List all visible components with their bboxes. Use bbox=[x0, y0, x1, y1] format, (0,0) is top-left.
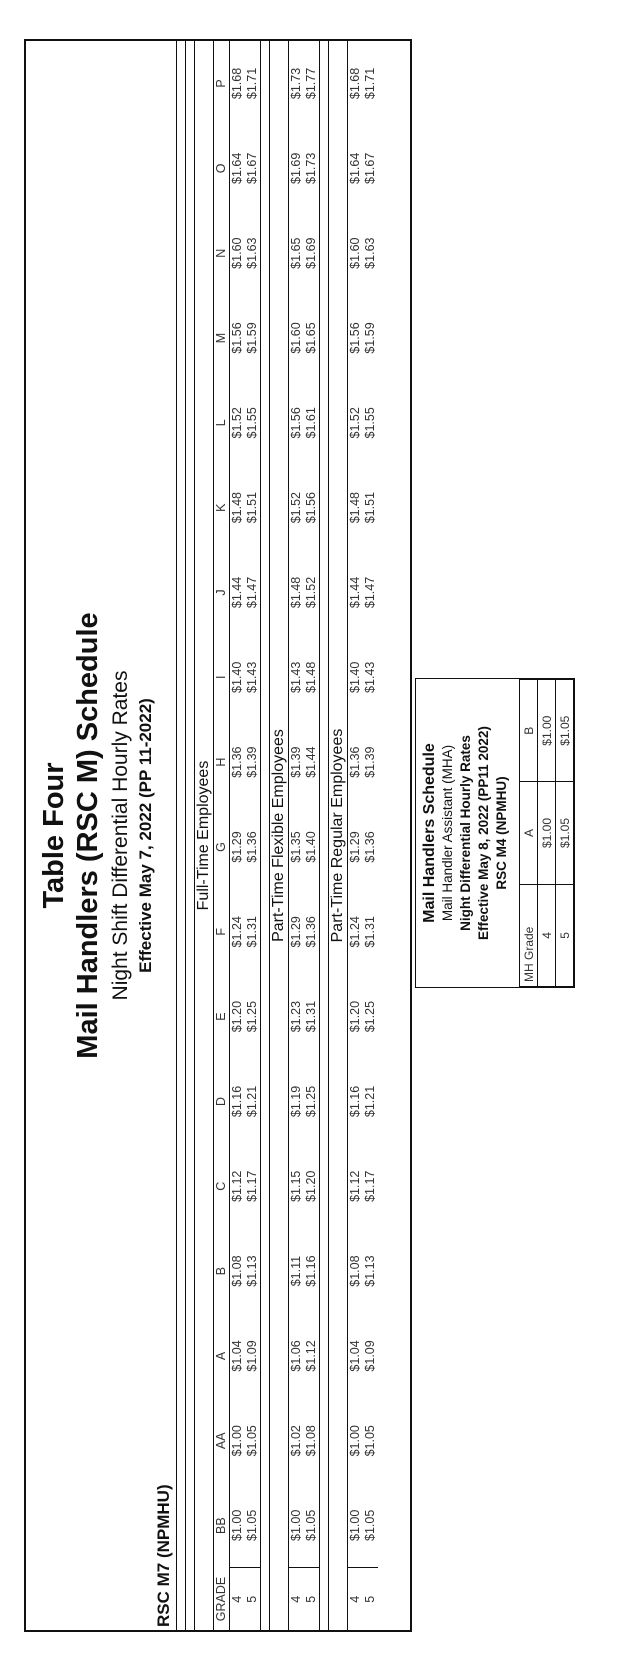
mha-table-row bbox=[556, 680, 574, 987]
mha-table-row bbox=[538, 680, 556, 987]
mha-grade-cell: 5 bbox=[556, 884, 574, 986]
rate-cell: $1.60 bbox=[230, 237, 244, 269]
rate-cell: $1.65 bbox=[289, 237, 303, 269]
table-row bbox=[348, 41, 364, 1630]
mha-rate-cell: $1.00 bbox=[538, 680, 556, 782]
table-title: Table Four bbox=[38, 762, 70, 909]
rate-cell: $1.35 bbox=[289, 831, 303, 863]
column-header: G bbox=[214, 805, 230, 890]
rate-cell: $1.43 bbox=[289, 661, 303, 693]
spacer-cell bbox=[186, 41, 195, 1630]
mha-rate-cell: $1.00 bbox=[538, 782, 556, 884]
rate-cell: $1.63 bbox=[363, 237, 377, 269]
column-header: H bbox=[214, 720, 230, 805]
rate-cell: $1.61 bbox=[304, 407, 318, 439]
rate-cell: $1.40 bbox=[230, 661, 244, 693]
column-header-row bbox=[214, 41, 230, 1630]
rate-cell: $1.36 bbox=[363, 831, 377, 863]
rate-cell: $1.36 bbox=[230, 746, 244, 778]
column-header: I bbox=[214, 635, 230, 720]
mha-rate-grid bbox=[519, 679, 574, 987]
rate-cell: $1.55 bbox=[363, 407, 377, 439]
rate-cell: $1.08 bbox=[304, 1425, 318, 1457]
rate-cell: $1.59 bbox=[245, 322, 259, 354]
rate-cell: $1.00 bbox=[230, 1509, 244, 1541]
rate-cell: $1.56 bbox=[230, 322, 244, 354]
mha-column-header-row bbox=[520, 680, 538, 987]
rate-cell: $1.44 bbox=[304, 746, 318, 778]
column-header: P bbox=[214, 41, 230, 126]
rate-cell: $1.48 bbox=[230, 492, 244, 524]
mha-column-header: MH Grade bbox=[520, 884, 538, 986]
rate-cell: $1.00 bbox=[230, 1425, 244, 1457]
rate-cell: $1.31 bbox=[245, 916, 259, 948]
rate-table-four bbox=[24, 39, 412, 1632]
rate-cell: $1.56 bbox=[348, 322, 362, 354]
column-header: N bbox=[214, 211, 230, 296]
spacer-cell bbox=[261, 41, 270, 1630]
rate-cell: $1.48 bbox=[348, 492, 362, 524]
rate-cell: $1.51 bbox=[245, 492, 259, 524]
schedule-title: Mail Handlers (RSC M) Schedule bbox=[72, 612, 104, 1059]
rate-cell: $1.59 bbox=[363, 322, 377, 354]
mha-rsc-label: RSC M4 (NPMHU) bbox=[494, 776, 509, 890]
rate-cell: $1.56 bbox=[289, 407, 303, 439]
rate-cell: $1.71 bbox=[245, 67, 259, 100]
rate-cell: $1.43 bbox=[363, 661, 377, 693]
rate-cell: $1.52 bbox=[348, 407, 362, 439]
mha-rate-cell: $1.05 bbox=[556, 680, 574, 782]
rate-cell: $1.39 bbox=[363, 746, 377, 778]
column-header: C bbox=[214, 1144, 230, 1229]
rate-cell: $1.23 bbox=[289, 1000, 303, 1033]
effective-date: Effective May 7, 2022 (PP 11-2022) bbox=[136, 698, 155, 973]
rate-cell: $1.09 bbox=[245, 1340, 259, 1372]
rate-cell: $1.67 bbox=[245, 152, 259, 184]
column-header: GRADE bbox=[214, 1568, 230, 1630]
rate-cell: $1.52 bbox=[230, 407, 244, 439]
rate-cell: $1.05 bbox=[304, 1509, 318, 1541]
rate-cell: $1.13 bbox=[245, 1255, 259, 1287]
rate-cell: $1.16 bbox=[304, 1255, 318, 1287]
rate-cell: $1.73 bbox=[289, 67, 303, 100]
rate-cell: $1.17 bbox=[245, 1170, 259, 1202]
rate-cell: $1.40 bbox=[348, 661, 362, 693]
rate-cell: $1.71 bbox=[363, 67, 377, 100]
rate-cell: $1.20 bbox=[348, 1000, 362, 1033]
rate-cell: $1.24 bbox=[348, 916, 362, 948]
table-row bbox=[363, 41, 378, 1630]
rate-cell: $1.56 bbox=[304, 492, 318, 524]
rate-cell: $1.55 bbox=[245, 407, 259, 439]
rate-cell: $1.69 bbox=[304, 237, 318, 269]
rate-grid bbox=[176, 41, 378, 1630]
rate-cell: $1.36 bbox=[245, 831, 259, 863]
column-header: M bbox=[214, 296, 230, 381]
grade-cell: 4 bbox=[348, 1568, 364, 1630]
mha-subtitle: Mail Handler Assistant (MHA) bbox=[440, 744, 455, 922]
spacer-row bbox=[261, 41, 270, 1630]
column-header: O bbox=[214, 126, 230, 211]
column-header: D bbox=[214, 1059, 230, 1144]
rate-cell: $1.16 bbox=[348, 1085, 362, 1118]
spacer-cell bbox=[177, 41, 186, 1630]
rate-cell: $1.68 bbox=[348, 67, 362, 100]
spacer-cell bbox=[320, 41, 329, 1630]
grade-cell: 5 bbox=[304, 1568, 320, 1630]
grade-cell: 4 bbox=[230, 1568, 246, 1630]
rate-cell: $1.48 bbox=[304, 661, 318, 693]
table-header bbox=[26, 41, 176, 1630]
mha-title: Mail Handlers Schedule bbox=[421, 743, 438, 923]
rate-cell: $1.31 bbox=[304, 1000, 318, 1033]
rate-cell: $1.08 bbox=[230, 1255, 244, 1287]
rate-cell: $1.29 bbox=[348, 831, 362, 863]
rate-cell: $1.47 bbox=[245, 576, 259, 609]
rate-cell: $1.69 bbox=[289, 152, 303, 184]
table-row bbox=[289, 41, 305, 1630]
rate-cell: $1.51 bbox=[363, 492, 377, 524]
rate-cell: $1.39 bbox=[245, 746, 259, 778]
rsc-label: RSC M7 (NPMHU) bbox=[154, 1484, 173, 1627]
rate-cell: $1.44 bbox=[230, 576, 244, 609]
schedule-description: Night Shift Differential Hourly Rates bbox=[109, 670, 132, 1001]
rate-cell: $1.36 bbox=[348, 746, 362, 778]
rate-cell: $1.39 bbox=[289, 746, 303, 778]
rate-cell: $1.60 bbox=[348, 237, 362, 269]
rate-cell: $1.52 bbox=[304, 576, 318, 609]
section-title: Part-Time Regular Employees bbox=[329, 41, 348, 1630]
rate-cell: $1.16 bbox=[230, 1085, 244, 1118]
rate-cell: $1.20 bbox=[230, 1000, 244, 1033]
column-header: F bbox=[214, 889, 230, 974]
column-header: L bbox=[214, 380, 230, 465]
section-title: Part-Time Flexible Employees bbox=[270, 41, 289, 1630]
rate-cell: $1.04 bbox=[230, 1340, 244, 1372]
spacer-row bbox=[320, 41, 329, 1630]
mha-rate-cell: $1.05 bbox=[556, 782, 574, 884]
rate-cell: $1.19 bbox=[289, 1085, 303, 1118]
rate-cell: $1.24 bbox=[230, 916, 244, 948]
rate-cell: $1.64 bbox=[348, 152, 362, 184]
column-header: A bbox=[214, 1314, 230, 1399]
rate-cell: $1.02 bbox=[289, 1425, 303, 1457]
rate-cell: $1.47 bbox=[363, 576, 377, 609]
rate-cell: $1.64 bbox=[230, 152, 244, 184]
rate-cell: $1.68 bbox=[230, 67, 244, 100]
rate-cell: $1.09 bbox=[363, 1340, 377, 1372]
rate-cell: $1.29 bbox=[289, 916, 303, 948]
rate-cell: $1.05 bbox=[245, 1425, 259, 1457]
rate-cell: $1.44 bbox=[348, 576, 362, 609]
rate-cell: $1.04 bbox=[348, 1340, 362, 1372]
rate-cell: $1.65 bbox=[304, 322, 318, 354]
mha-description: Night Differential Hourly Rates bbox=[458, 735, 473, 931]
rate-cell: $1.12 bbox=[304, 1340, 318, 1372]
table-row bbox=[230, 41, 246, 1630]
rate-cell: $1.25 bbox=[245, 1000, 259, 1033]
mha-grade-cell: 4 bbox=[538, 884, 556, 986]
table-row bbox=[245, 41, 261, 1630]
section-header-row bbox=[195, 41, 214, 1630]
rate-cell: $1.00 bbox=[348, 1425, 362, 1457]
column-header: B bbox=[214, 1229, 230, 1314]
rate-cell: $1.21 bbox=[245, 1085, 259, 1118]
grade-cell: 5 bbox=[363, 1568, 378, 1630]
column-header: BB bbox=[214, 1483, 230, 1568]
mha-effective-date: Effective May 8, 2022 (PP11 2022) bbox=[476, 726, 491, 940]
rate-cell: $1.05 bbox=[245, 1509, 259, 1541]
rate-cell: $1.36 bbox=[304, 916, 318, 948]
column-header: J bbox=[214, 550, 230, 635]
rate-cell: $1.63 bbox=[245, 237, 259, 269]
mha-column-header: B bbox=[520, 680, 538, 782]
rate-cell: $1.12 bbox=[348, 1170, 362, 1202]
column-header: K bbox=[214, 465, 230, 550]
rate-cell: $1.15 bbox=[289, 1170, 303, 1202]
rate-cell: $1.00 bbox=[289, 1509, 303, 1541]
grade-cell: 5 bbox=[245, 1568, 261, 1630]
rate-cell: $1.29 bbox=[230, 831, 244, 863]
rate-cell: $1.17 bbox=[363, 1170, 377, 1202]
rate-cell: $1.31 bbox=[363, 916, 377, 948]
spacer-row bbox=[186, 41, 195, 1630]
rate-cell: $1.20 bbox=[304, 1170, 318, 1202]
rate-cell: $1.06 bbox=[289, 1340, 303, 1372]
rate-cell: $1.67 bbox=[363, 152, 377, 184]
rate-cell: $1.73 bbox=[304, 152, 318, 184]
section-header-row bbox=[270, 41, 289, 1630]
rate-cell: $1.13 bbox=[363, 1255, 377, 1287]
grade-cell: 4 bbox=[289, 1568, 305, 1630]
spacer-row bbox=[177, 41, 186, 1630]
rate-cell: $1.60 bbox=[289, 322, 303, 354]
rate-cell: $1.77 bbox=[304, 67, 318, 100]
section-title: Full-Time Employees bbox=[195, 41, 214, 1630]
rate-cell: $1.00 bbox=[348, 1509, 362, 1541]
rate-cell: $1.40 bbox=[304, 831, 318, 863]
section-header-row bbox=[329, 41, 348, 1630]
rate-cell: $1.12 bbox=[230, 1170, 244, 1202]
column-header: E bbox=[214, 974, 230, 1059]
rate-cell: $1.52 bbox=[289, 492, 303, 524]
rate-cell: $1.43 bbox=[245, 661, 259, 693]
rate-cell: $1.25 bbox=[304, 1085, 318, 1118]
rate-cell: $1.25 bbox=[363, 1000, 377, 1033]
rate-cell: $1.05 bbox=[363, 1509, 377, 1541]
table-row bbox=[304, 41, 320, 1630]
column-header: AA bbox=[214, 1398, 230, 1483]
mha-rate-box bbox=[415, 678, 575, 988]
rate-cell: $1.11 bbox=[289, 1255, 303, 1287]
rate-cell: $1.08 bbox=[348, 1255, 362, 1287]
rate-cell: $1.48 bbox=[289, 576, 303, 609]
mha-column-header: A bbox=[520, 782, 538, 884]
rate-cell: $1.21 bbox=[363, 1085, 377, 1118]
rate-cell: $1.05 bbox=[363, 1425, 377, 1457]
